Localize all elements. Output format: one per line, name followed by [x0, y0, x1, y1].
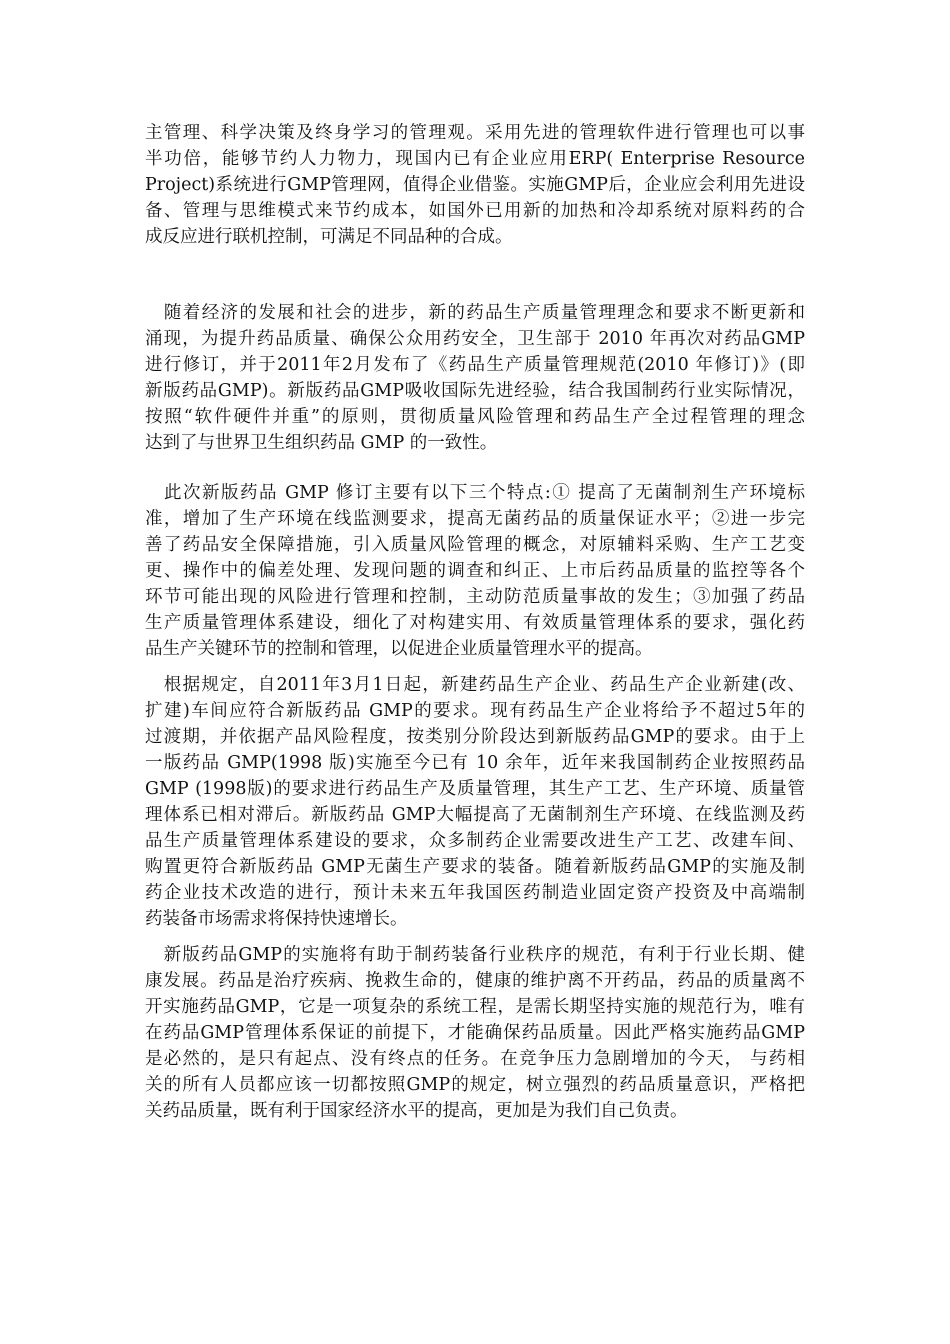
paragraph-conclusion: [145, 942, 805, 1124]
text-line: 随着经济的发展和社会的进步，新的药品生产质量管理理念和要求不断更新和: [145, 303, 805, 323]
text-line: 半功倍，能够节约人力物力，现国内已有企业应用ERP( Enterprise Resource: [145, 149, 805, 169]
text-line: 品生产关键环节的控制和管理，以促进企业质量管理水平的提高。: [145, 639, 653, 659]
text-line: 扩建)车间应符合新版药品 GMP的要求。现有药品生产企业将给予不超过5年的: [145, 701, 805, 721]
text-line: 过渡期，并依据产品风险程度，按类别分阶段达到新版药品GMP的要求。由于上: [145, 727, 805, 747]
paragraph-three-features: [145, 480, 805, 662]
paragraph-regulations: [145, 672, 805, 932]
text-line: 开实施药品GMP，它是一项复杂的系统工程，是需长期坚持实施的规范行为，唯有: [145, 997, 805, 1017]
text-line: 新版药品GMP的实施将有助于制药装备行业秩序的规范，有利于行业长期、健: [145, 945, 805, 965]
paragraph-gmp-revision: [145, 300, 805, 456]
text-line: 一版药品 GMP(1998 版)实施至今已有 10 余年，近年来我国制药企业按照药品: [145, 753, 805, 773]
text-line: 关药品质量，既有利于国家经济水平的提高，更加是为我们自己负责。: [145, 1101, 688, 1121]
text-line: 准，增加了生产环境在线监测要求，提高无菌药品的质量保证水平；②进一步完: [145, 509, 805, 529]
text-line: 涌现，为提升药品质量、确保公众用药安全，卫生部于 2010 年再次对药品GMP: [145, 329, 805, 349]
text-line: 购置更符合新版药品 GMP无菌生产要求的装备。随着新版药品GMP的实施及制: [145, 857, 805, 877]
text-line: 进行修订，并于2011年2月发布了《药品生产质量管理规范(2010 年修订)》(即: [145, 355, 805, 375]
text-line: 在药品GMP管理体系保证的前提下，才能确保药品质量。因此严格实施药品GMP: [145, 1023, 805, 1043]
text-line: 关的所有人员都应该一切都按照GMP的规定，树立强烈的药品质量意识，严格把: [145, 1075, 805, 1095]
text-line: 根据规定，自2011年3月1日起，新建药品生产企业、药品生产企业新建(改、: [145, 675, 805, 695]
text-line: 康发展。药品是治疗疾病、挽救生命的，健康的维护离不开药品，药品的质量离不: [145, 971, 805, 991]
text-line: 新版药品GMP)。新版药品GMP吸收国际先进经验，结合我国制药行业实际情况，: [145, 381, 805, 401]
text-line: 生产质量管理体系建设，细化了对构建实用、有效质量管理体系的要求，强化药: [145, 613, 805, 633]
text-line: Project)系统进行GMP管理网，值得企业借鉴。实施GMP后，企业应会利用先进设: [145, 175, 805, 195]
text-line: 达到了与世界卫生组织药品 GMP 的一致性。: [145, 433, 498, 453]
text-line: 主管理、科学决策及终身学习的管理观。采用先进的管理软件进行管理也可以事: [145, 123, 805, 143]
text-line: 成反应进行联机控制，可满足不同品种的合成。: [145, 227, 513, 247]
text-line: 品生产质量管理体系建设的要求，众多制药企业需要改进生产工艺、改建车间、: [145, 831, 805, 851]
text-line: 环节可能出现的风险进行管理和控制，主动防范质量事故的发生；③加强了药品: [145, 587, 805, 607]
text-line: 善了药品安全保障措施，引入质量风险管理的概念，对原辅料采购、生产工艺变: [145, 535, 805, 555]
text-line: GMP (1998版)的要求进行药品生产及质量管理，其生产工艺、生产环境、质量管: [145, 779, 805, 799]
text-line: 此次新版药品 GMP 修订主要有以下三个特点:① 提高了无菌制剂生产环境标: [145, 483, 805, 503]
text-line: 按照“软件硬件并重”的原则，贯彻质量风险管理和药品生产全过程管理的理念: [145, 407, 805, 427]
text-line: 更、操作中的偏差处理、发现问题的调查和纠正、上市后药品质量的监控等各个: [145, 561, 805, 581]
text-line: 理体系已相对滞后。新版药品 GMP大幅提高了无菌制剂生产环境、在线监测及药: [145, 805, 805, 825]
text-line: 药企业技术改造的进行，预计未来五年我国医药制造业固定资产投资及中高端制: [145, 883, 805, 903]
text-line: 备、管理与思维模式来节约成本，如国外已用新的加热和冷却系统对原料药的合: [145, 201, 805, 221]
paragraph-management-software: [145, 120, 805, 250]
text-line: 是必然的，是只有起点、没有终点的任务。在竞争压力急剧增加的今天， 与药相: [145, 1049, 805, 1069]
text-line: 药装备市场需求将保持快速增长。: [145, 909, 408, 929]
